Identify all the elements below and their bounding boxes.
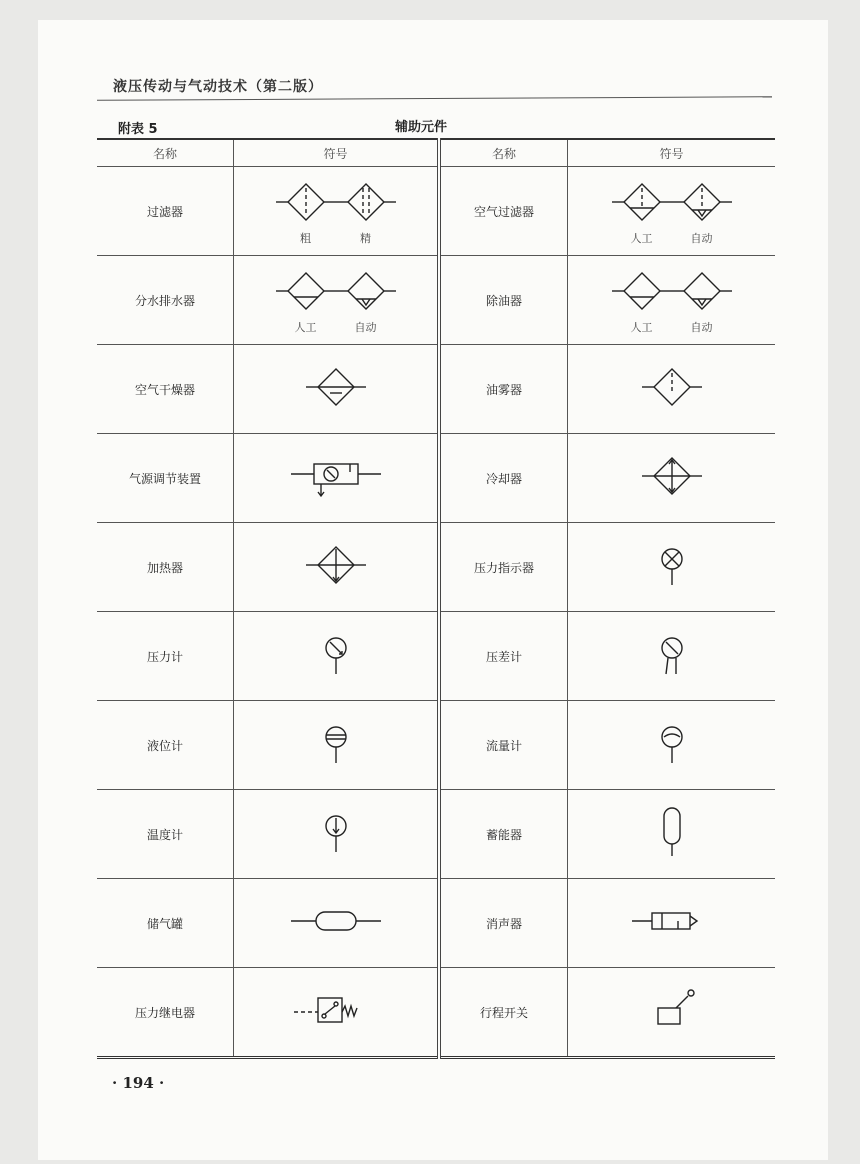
component-name: 除油器 xyxy=(439,256,568,345)
symbol-cell xyxy=(568,345,776,434)
limit-switch-symbol xyxy=(622,984,722,1038)
symbol-cell xyxy=(568,523,776,612)
cooler-symbol xyxy=(622,450,722,504)
symbol-label: 自动 xyxy=(354,321,377,334)
accumulator-symbol xyxy=(622,806,722,860)
table-row xyxy=(97,701,775,790)
component-name: 压力继电器 xyxy=(97,968,234,1058)
pressure-gauge-symbol xyxy=(286,628,386,682)
component-name: 空气干燥器 xyxy=(97,345,234,434)
symbol-cell xyxy=(234,612,440,701)
air-tank-symbol xyxy=(286,895,386,949)
header-symbol: 符号 xyxy=(568,139,776,167)
dryer-symbol xyxy=(286,361,386,415)
table-row xyxy=(97,256,775,345)
running-head: 液压传动与气动技术（第二版） xyxy=(113,79,323,95)
table-row xyxy=(97,612,775,701)
symbol-cell xyxy=(234,790,440,879)
symbol-cell xyxy=(568,790,776,879)
component-name: 行程开关 xyxy=(439,968,568,1058)
symbol-cell xyxy=(568,434,776,523)
separator-auto-symbol xyxy=(672,265,732,335)
component-name: 温度计 xyxy=(97,790,234,879)
table-number: 附表 5 xyxy=(118,122,158,137)
component-name: 压差计 xyxy=(439,612,568,701)
table-row xyxy=(97,434,775,523)
component-name: 蓄能器 xyxy=(439,790,568,879)
component-name: 分水排水器 xyxy=(97,256,234,345)
symbol-cell xyxy=(568,968,776,1058)
heater-symbol xyxy=(286,539,386,593)
symbol-label: 精 xyxy=(360,232,371,245)
component-name: 消声器 xyxy=(439,879,568,968)
filter-coarse-symbol xyxy=(276,176,336,246)
symbol-cell xyxy=(568,612,776,701)
air-service-unit-symbol xyxy=(286,450,386,504)
symbol-label: 自动 xyxy=(690,232,713,245)
component-name: 液位计 xyxy=(97,701,234,790)
separator-manual-symbol xyxy=(612,265,672,335)
symbol-cell xyxy=(234,968,440,1058)
symbol-cell xyxy=(234,345,440,434)
table-row xyxy=(97,968,775,1058)
symbol-cell xyxy=(568,701,776,790)
table-title: 辅助元件 xyxy=(395,120,448,135)
symbol-cell xyxy=(568,256,776,345)
level-gauge-symbol xyxy=(286,717,386,771)
symbol-label: 人工 xyxy=(294,321,317,334)
header-name: 名称 xyxy=(439,139,568,167)
header-name: 名称 xyxy=(97,139,234,167)
table-header-row xyxy=(97,139,775,167)
symbol-cell xyxy=(234,879,440,968)
symbol-table xyxy=(97,138,775,1059)
component-name: 过滤器 xyxy=(97,167,234,256)
flow-meter-symbol xyxy=(622,717,722,771)
component-name: 油雾器 xyxy=(439,345,568,434)
thermometer-symbol xyxy=(286,806,386,860)
symbol-label: 自动 xyxy=(690,321,713,334)
table-row xyxy=(97,167,775,256)
component-name: 空气过滤器 xyxy=(439,167,568,256)
table-row xyxy=(97,790,775,879)
component-name: 储气罐 xyxy=(97,879,234,968)
filter-fine-symbol xyxy=(336,176,396,246)
page-number: · 194 · xyxy=(112,1074,165,1092)
diff-gauge-symbol xyxy=(622,628,722,682)
symbol-cell xyxy=(234,434,440,523)
symbol-cell xyxy=(234,167,440,256)
symbol-cell xyxy=(568,167,776,256)
symbol-cell xyxy=(234,523,440,612)
airfilter-manual-symbol xyxy=(612,176,672,246)
component-name: 压力计 xyxy=(97,612,234,701)
component-name: 压力指示器 xyxy=(439,523,568,612)
separator-manual-symbol xyxy=(276,265,336,335)
symbol-cell xyxy=(568,879,776,968)
table-row xyxy=(97,879,775,968)
component-name: 冷却器 xyxy=(439,434,568,523)
pressure-switch-symbol xyxy=(286,984,386,1038)
table-row xyxy=(97,345,775,434)
component-name: 加热器 xyxy=(97,523,234,612)
component-name: 流量计 xyxy=(439,701,568,790)
symbol-label: 人工 xyxy=(630,321,653,334)
component-name: 气源调节装置 xyxy=(97,434,234,523)
silencer-symbol xyxy=(622,895,722,949)
airfilter-auto-symbol xyxy=(672,176,732,246)
header-symbol: 符号 xyxy=(234,139,440,167)
symbol-label: 粗 xyxy=(300,232,311,245)
table-row xyxy=(97,523,775,612)
separator-auto-symbol xyxy=(336,265,396,335)
lubricator-symbol xyxy=(622,361,722,415)
symbol-cell xyxy=(234,701,440,790)
pressure-indicator-symbol xyxy=(622,539,722,593)
symbol-label: 人工 xyxy=(630,232,653,245)
symbol-cell xyxy=(234,256,440,345)
